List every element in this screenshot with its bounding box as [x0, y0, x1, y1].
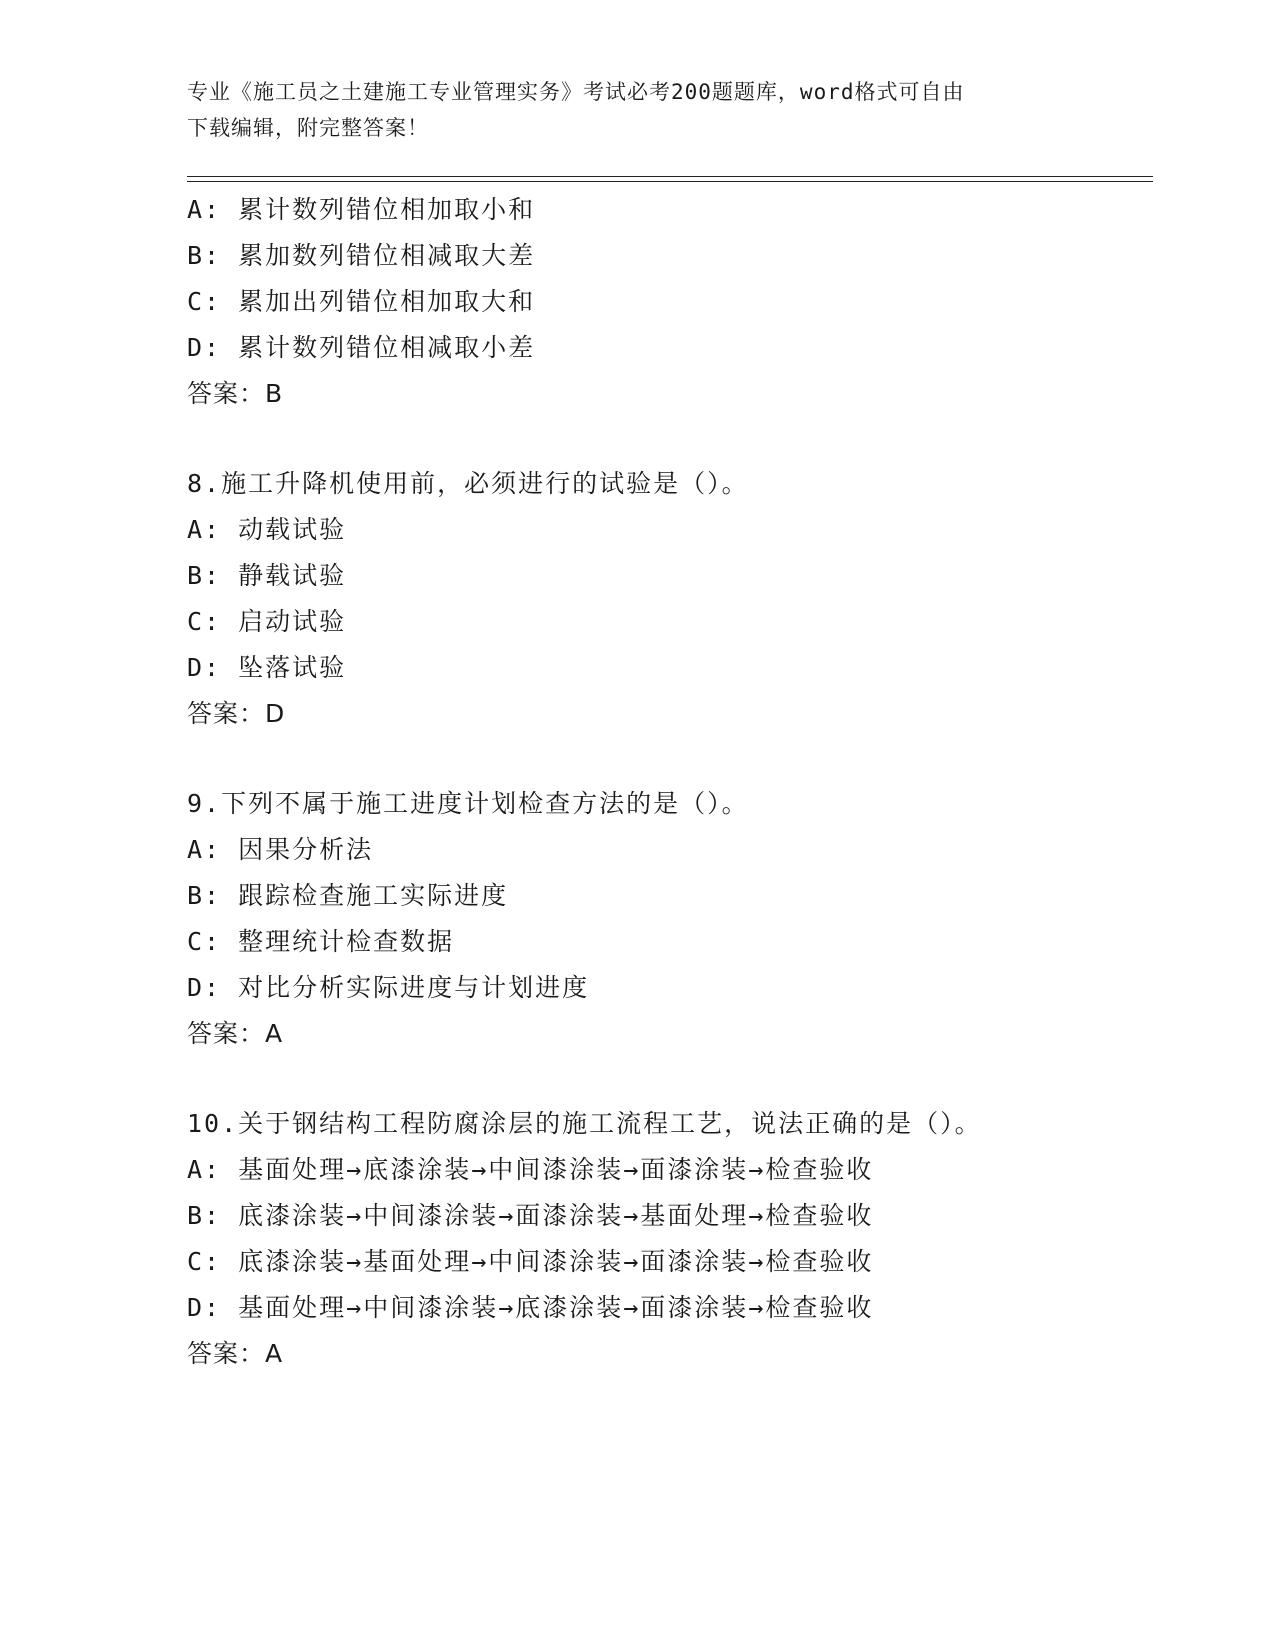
spacer: [187, 417, 1153, 461]
option-d: D: 基面处理→中间漆涂装→底漆涂装→面漆涂装→检查验收: [187, 1293, 874, 1322]
question-block-9: [187, 781, 1153, 1057]
answer-text: 答案：D: [187, 699, 286, 728]
question-block-10: [187, 1101, 1153, 1377]
question-block-8: [187, 461, 1153, 737]
spacer: [187, 737, 1153, 781]
option-b: B: 底漆涂装→中间漆涂装→面漆涂装→基面处理→检查验收: [187, 1201, 874, 1230]
option-d: D: 对比分析实际进度与计划进度: [187, 973, 590, 1002]
question-text: 10.关于钢结构工程防腐涂层的施工流程工艺，说法正确的是（）。: [187, 1109, 982, 1138]
option-a: A: 基面处理→底漆涂装→中间漆涂装→面漆涂装→检查验收: [187, 1155, 874, 1184]
answer-text: 答案：B: [187, 379, 284, 408]
option-a: A: 动载试验: [187, 515, 347, 544]
header-divider: [187, 176, 1153, 182]
option-d: D: 坠落试验: [187, 653, 347, 682]
option-c: C: 累加出列错位相加取大和: [187, 287, 536, 316]
document-header: [187, 74, 1087, 146]
option-c: C: 整理统计检查数据: [187, 927, 455, 956]
option-b: B: 跟踪检查施工实际进度: [187, 881, 509, 910]
answer-text: 答案：A: [187, 1019, 284, 1048]
option-b: B: 累加数列错位相减取大差: [187, 241, 536, 270]
option-b: B: 静载试验: [187, 561, 347, 590]
header-line-1: 专业《施工员之土建施工专业管理实务》考试必考200题题库，word格式可自由: [187, 80, 965, 104]
question-text: 8.施工升降机使用前，必须进行的试验是（）。: [187, 469, 749, 498]
question-text: 9.下列不属于施工进度计划检查方法的是（）。: [187, 789, 749, 818]
option-c: C: 启动试验: [187, 607, 347, 636]
header-line-2: 下载编辑，附完整答案！: [187, 116, 429, 140]
spacer: [187, 1057, 1153, 1101]
answer-text: 答案：A: [187, 1339, 284, 1368]
option-d: D: 累计数列错位相减取小差: [187, 333, 536, 362]
question-block-7: [187, 187, 1153, 417]
question-list: [187, 187, 1153, 1377]
option-c: C: 底漆涂装→基面处理→中间漆涂装→面漆涂装→检查验收: [187, 1247, 874, 1276]
option-a: A: 因果分析法: [187, 835, 374, 864]
option-a: A: 累计数列错位相加取小和: [187, 195, 536, 224]
